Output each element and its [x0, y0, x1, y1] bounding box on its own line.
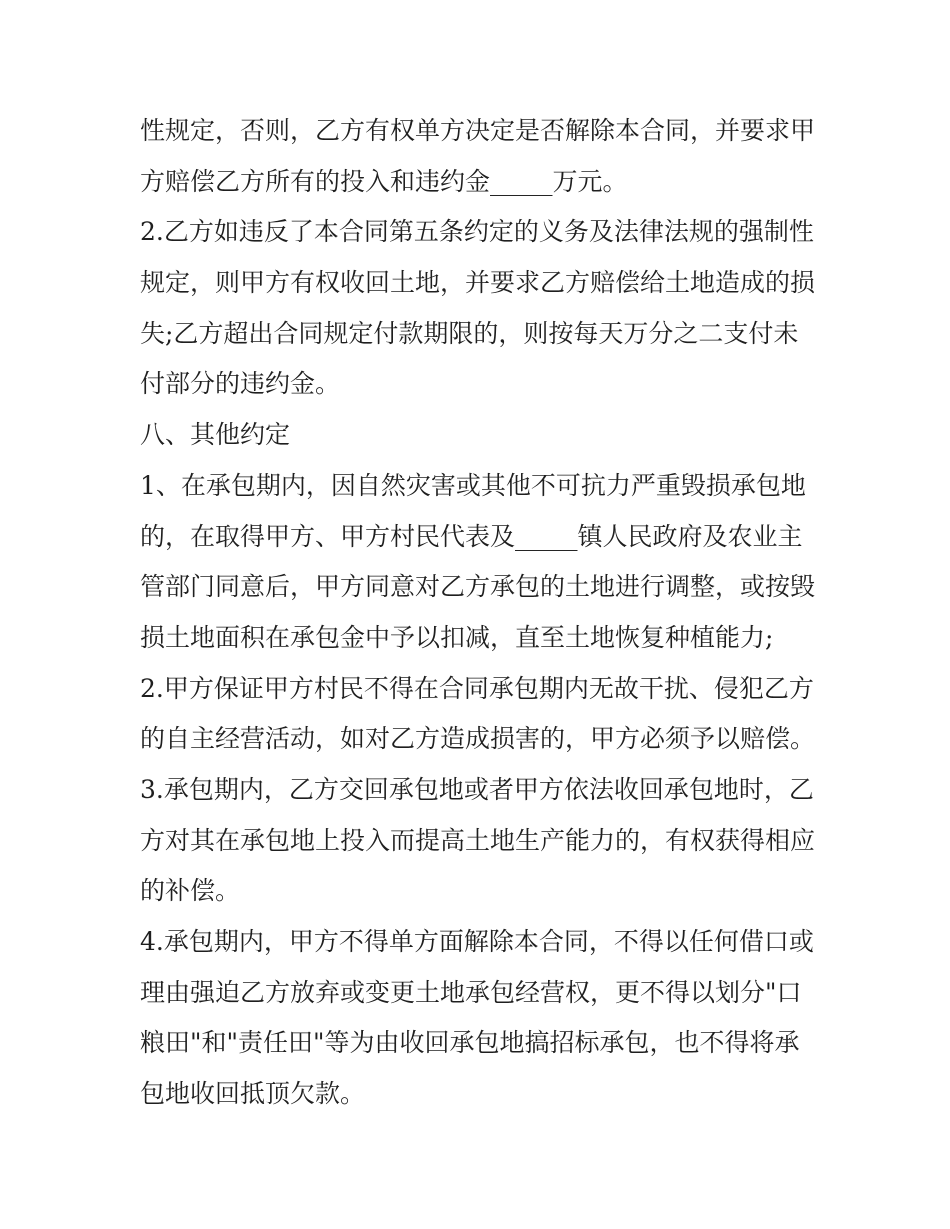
text-line: 2.乙方如违反了本合同第五条约定的义务及法律法规的强制性 [140, 217, 814, 247]
text-line: 2.甲方保证甲方村民不得在合同承包期内无故干扰、侵犯乙方 [140, 673, 814, 703]
text-line: 管部门同意后，甲方同意对乙方承包的土地进行调整，或按毁 [140, 572, 816, 602]
contract-text [140, 106, 820, 1120]
section-heading: 八、其他约定 [140, 420, 291, 450]
text-line: 付部分的违约金。 [140, 369, 341, 399]
text-line: 性规定，否则，乙方有权单方决定是否解除本合同，并要求甲 [140, 116, 816, 145]
text-line: 1、在承包期内，因自然灾害或其他不可抗力严重毁损承包地 [140, 470, 806, 500]
text-line: 理由强迫乙方放弃或变更土地承包经营权，更不得以划分"口 [140, 977, 802, 1007]
text-line: 损土地面积在承包金中予以扣减，直至土地恢复种植能力; [140, 622, 774, 652]
text-line: 粮田"和"责任田"等为由收回承包地搞招标承包，也不得将承 [140, 1028, 800, 1058]
text-line: 包地收回抵顶欠款。 [140, 1079, 366, 1109]
text-line: 失;乙方超出合同规定付款期限的，则按每天万分之二支付未 [140, 318, 799, 348]
text-line: 的，在取得甲方、甲方村民代表及_____镇人民政府及农业主 [140, 521, 803, 551]
text-line: 4.承包期内，甲方不得单方面解除本合同，不得以任何借口或 [140, 927, 814, 956]
text-line: 方赔偿乙方所有的投入和违约金_____万元。 [140, 166, 628, 196]
text-line: 规定，则甲方有权收回土地，并要求乙方赔偿给土地造成的损 [140, 268, 816, 298]
text-line: 的自主经营活动，如对乙方造成损害的，甲方必须予以赔偿。 [140, 724, 816, 754]
text-line: 方对其在承包地上投入而提高土地生产能力的，有权获得相应 [140, 825, 816, 855]
text-line: 的补偿。 [140, 876, 241, 906]
text-line: 3.承包期内，乙方交回承包地或者甲方依法收回承包地时，乙 [140, 774, 814, 804]
